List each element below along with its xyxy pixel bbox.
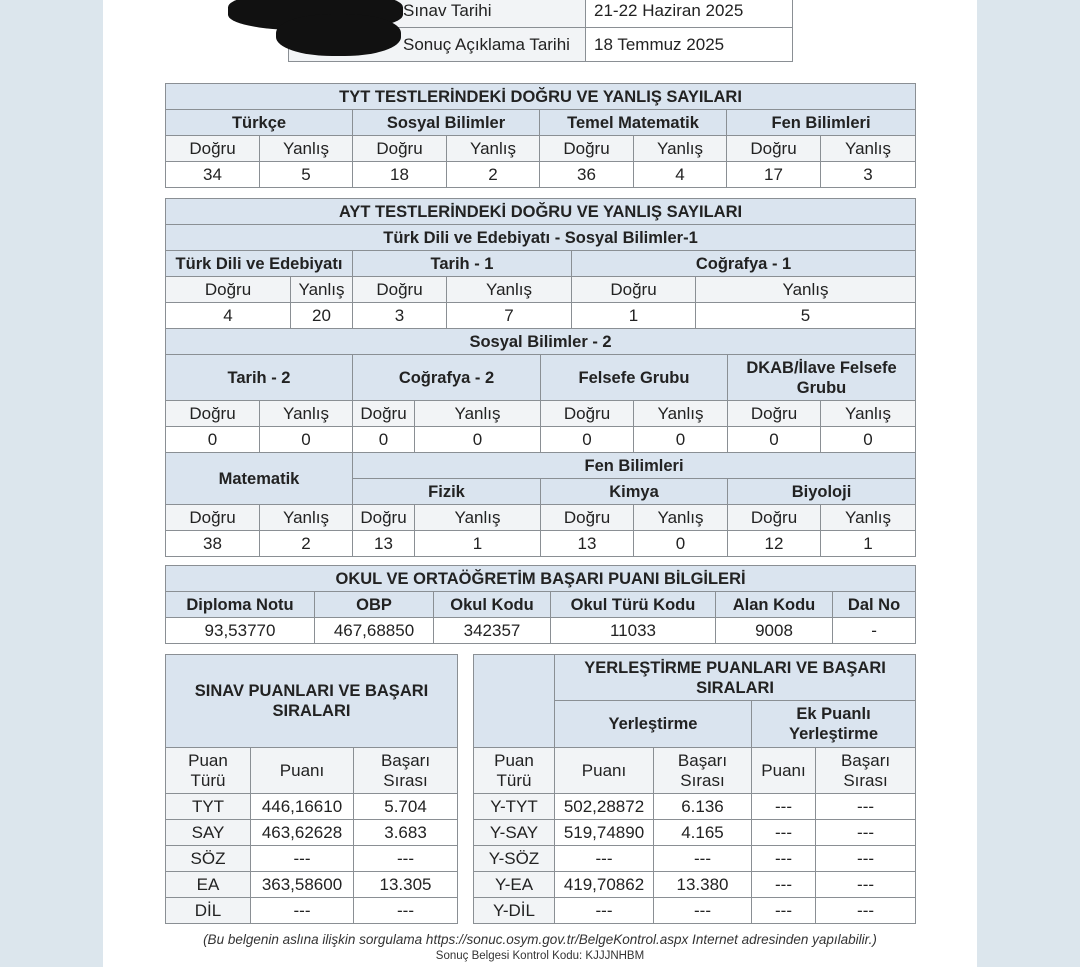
school-title: OKUL VE ORTAÖĞRETİM BAŞARI PUANI BİLGİLERİ	[166, 566, 916, 592]
score-type: Y-DİL	[474, 898, 555, 924]
verification-note: (Bu belgenin aslına ilişkin sorgulama https://sonuc.osym.gov.tr/BelgeKontrol.aspx Internet adresinden yapılabilir.)	[203, 932, 877, 947]
column-header: Başarı Sırası	[816, 748, 916, 794]
score-cell: 0	[634, 531, 728, 557]
exam-date-label: Sınav Tarihi	[289, 0, 586, 28]
extra-rank-value: ---	[816, 846, 916, 872]
score-cell: 5	[260, 162, 353, 188]
wrong-header: Yanlış	[821, 136, 916, 162]
subject-header: Tarih - 2	[166, 355, 353, 401]
subject-header: Kimya	[541, 479, 728, 505]
extra-rank-value: ---	[816, 898, 916, 924]
extra-score-value: ---	[752, 794, 816, 820]
fen-group-title: Fen Bilimleri	[353, 453, 916, 479]
score-value: ---	[251, 846, 354, 872]
placement-header: Yerleştirme	[555, 701, 752, 748]
column-header: Diploma Notu	[166, 592, 315, 618]
subject-header: Türkçe	[166, 110, 353, 136]
rank-value: 6.136	[654, 794, 752, 820]
wrong-header: Yanlış	[447, 136, 540, 162]
column-header: OBP	[315, 592, 434, 618]
exam-scores-title: SINAV PUANLARI VE BAŞARI SIRALARI	[166, 655, 458, 748]
exam-scores-table	[165, 654, 458, 924]
score-type: Y-SÖZ	[474, 846, 555, 872]
score-cell: 38	[166, 531, 260, 557]
value-cell: 11033	[551, 618, 716, 644]
column-header: Puan Türü	[166, 748, 251, 794]
correct-header: Doğru	[728, 401, 821, 427]
score-type: TYT	[166, 794, 251, 820]
score-cell: 0	[634, 427, 728, 453]
score-cell: 0	[166, 427, 260, 453]
correct-header: Doğru	[727, 136, 821, 162]
score-cell: 12	[728, 531, 821, 557]
wrong-header: Yanlış	[447, 277, 572, 303]
extra-rank-value: ---	[816, 872, 916, 898]
column-header: Okul Türü Kodu	[551, 592, 716, 618]
wrong-header: Yanlış	[260, 505, 353, 531]
score-cell: 0	[415, 427, 541, 453]
score-value: 446,16610	[251, 794, 354, 820]
score-cell: 2	[447, 162, 540, 188]
score-value: ---	[555, 898, 654, 924]
extra-rank-value: ---	[816, 794, 916, 820]
rank-value: ---	[654, 898, 752, 924]
ayt-group2-title: Sosyal Bilimler - 2	[166, 329, 916, 355]
column-header: Alan Kodu	[716, 592, 833, 618]
ayt-scores-table	[165, 198, 916, 557]
correct-header: Doğru	[166, 136, 260, 162]
score-type: Y-TYT	[474, 794, 555, 820]
result-date-label: Sonuç Açıklama Tarihi	[289, 28, 586, 62]
subject-header: Türk Dili ve Edebiyatı	[166, 251, 353, 277]
score-cell: 0	[353, 427, 415, 453]
score-value: 519,74890	[555, 820, 654, 846]
score-type: Y-EA	[474, 872, 555, 898]
wrong-header: Yanlış	[260, 136, 353, 162]
correct-header: Doğru	[353, 505, 415, 531]
score-cell: 1	[415, 531, 541, 557]
column-header: Puan Türü	[474, 748, 555, 794]
wrong-header: Yanlış	[634, 136, 727, 162]
correct-header: Doğru	[353, 136, 447, 162]
result-date-value: 18 Temmuz 2025	[586, 28, 793, 62]
wrong-header: Yanlış	[415, 505, 541, 531]
score-type: DİL	[166, 898, 251, 924]
score-cell: 5	[696, 303, 916, 329]
score-cell: 2	[260, 531, 353, 557]
column-header: Dal No	[833, 592, 916, 618]
value-cell: 93,53770	[166, 618, 315, 644]
score-type: EA	[166, 872, 251, 898]
extra-score-value: ---	[752, 846, 816, 872]
subject-header: Felsefe Grubu	[541, 355, 728, 401]
score-cell: 3	[821, 162, 916, 188]
placement-scores-table	[473, 654, 916, 924]
column-header: Puanı	[555, 748, 654, 794]
score-value: ---	[555, 846, 654, 872]
value-cell: 9008	[716, 618, 833, 644]
correct-header: Doğru	[540, 136, 634, 162]
score-cell: 1	[821, 531, 916, 557]
value-cell: 342357	[434, 618, 551, 644]
ayt-title: AYT TESTLERİNDEKİ DOĞRU VE YANLIŞ SAYILARI	[166, 199, 916, 225]
extra-rank-value: ---	[816, 820, 916, 846]
blank-header	[474, 655, 555, 748]
value-cell: 467,68850	[315, 618, 434, 644]
wrong-header: Yanlış	[291, 277, 353, 303]
wrong-header: Yanlış	[634, 401, 728, 427]
placement-title: YERLEŞTİRME PUANLARI VE BAŞARI SIRALARI	[555, 655, 916, 701]
score-cell: 13	[353, 531, 415, 557]
correct-header: Doğru	[166, 401, 260, 427]
rank-value: ---	[654, 846, 752, 872]
subject-header: Temel Matematik	[540, 110, 727, 136]
correct-header: Doğru	[353, 401, 415, 427]
correct-header: Doğru	[166, 505, 260, 531]
tyt-title: TYT TESTLERİNDEKİ DOĞRU VE YANLIŞ SAYILARI	[166, 84, 916, 110]
score-cell: 34	[166, 162, 260, 188]
rank-value: 4.165	[654, 820, 752, 846]
wrong-header: Yanlış	[821, 505, 916, 531]
subject-header: Tarih - 1	[353, 251, 572, 277]
subject-header: Fen Bilimleri	[727, 110, 916, 136]
correct-header: Doğru	[541, 401, 634, 427]
score-value: 463,62628	[251, 820, 354, 846]
score-cell: 0	[260, 427, 353, 453]
subject-header: Matematik	[166, 453, 353, 505]
subject-header: Fizik	[353, 479, 541, 505]
rank-value: 5.704	[354, 794, 458, 820]
tyt-scores-table	[165, 83, 916, 188]
column-header: Başarı Sırası	[354, 748, 458, 794]
score-cell: 36	[540, 162, 634, 188]
control-code: Sonuç Belgesi Kontrol Kodu: KJJJNHBM	[435, 950, 645, 962]
correct-header: Doğru	[166, 277, 291, 303]
extra-score-value: ---	[752, 898, 816, 924]
column-header: Puanı	[251, 748, 354, 794]
school-info-table	[165, 565, 916, 644]
wrong-header: Yanlış	[634, 505, 728, 531]
score-value: 363,58600	[251, 872, 354, 898]
correct-header: Doğru	[728, 505, 821, 531]
score-type: SÖZ	[166, 846, 251, 872]
score-cell: 1	[572, 303, 696, 329]
score-cell: 4	[634, 162, 727, 188]
score-cell: 17	[727, 162, 821, 188]
rank-value: 13.380	[654, 872, 752, 898]
subject-header: Biyoloji	[728, 479, 916, 505]
score-cell: 0	[541, 427, 634, 453]
extra-score-value: ---	[752, 872, 816, 898]
subject-header: Sosyal Bilimler	[353, 110, 540, 136]
wrong-header: Yanlış	[696, 277, 916, 303]
score-cell: 20	[291, 303, 353, 329]
score-value: 419,70862	[555, 872, 654, 898]
exam-date-value: 21-22 Haziran 2025	[586, 0, 793, 28]
score-cell: 7	[447, 303, 572, 329]
score-cell: 0	[821, 427, 916, 453]
column-header: Başarı Sırası	[654, 748, 752, 794]
score-cell: 18	[353, 162, 447, 188]
column-header: Okul Kodu	[434, 592, 551, 618]
rank-value: 13.305	[354, 872, 458, 898]
score-value: ---	[251, 898, 354, 924]
value-cell: -	[833, 618, 916, 644]
redaction-mark	[276, 14, 401, 56]
score-cell: 0	[728, 427, 821, 453]
rank-value: ---	[354, 846, 458, 872]
correct-header: Doğru	[541, 505, 634, 531]
correct-header: Doğru	[572, 277, 696, 303]
ayt-group1-title: Türk Dili ve Edebiyatı - Sosyal Bilimler-1	[166, 225, 916, 251]
extra-placement-header: Ek Puanlı Yerleştirme	[752, 701, 916, 748]
rank-value: 3.683	[354, 820, 458, 846]
wrong-header: Yanlış	[821, 401, 916, 427]
wrong-header: Yanlış	[260, 401, 353, 427]
score-value: 502,28872	[555, 794, 654, 820]
subject-header: Coğrafya - 2	[353, 355, 541, 401]
score-type: SAY	[166, 820, 251, 846]
correct-header: Doğru	[353, 277, 447, 303]
score-cell: 13	[541, 531, 634, 557]
column-header: Puanı	[752, 748, 816, 794]
subject-header: DKAB/İlave Felsefe Grubu	[728, 355, 916, 401]
extra-score-value: ---	[752, 820, 816, 846]
score-cell: 3	[353, 303, 447, 329]
subject-header: Coğrafya - 1	[572, 251, 916, 277]
score-cell: 4	[166, 303, 291, 329]
rank-value: ---	[354, 898, 458, 924]
score-type: Y-SAY	[474, 820, 555, 846]
wrong-header: Yanlış	[415, 401, 541, 427]
